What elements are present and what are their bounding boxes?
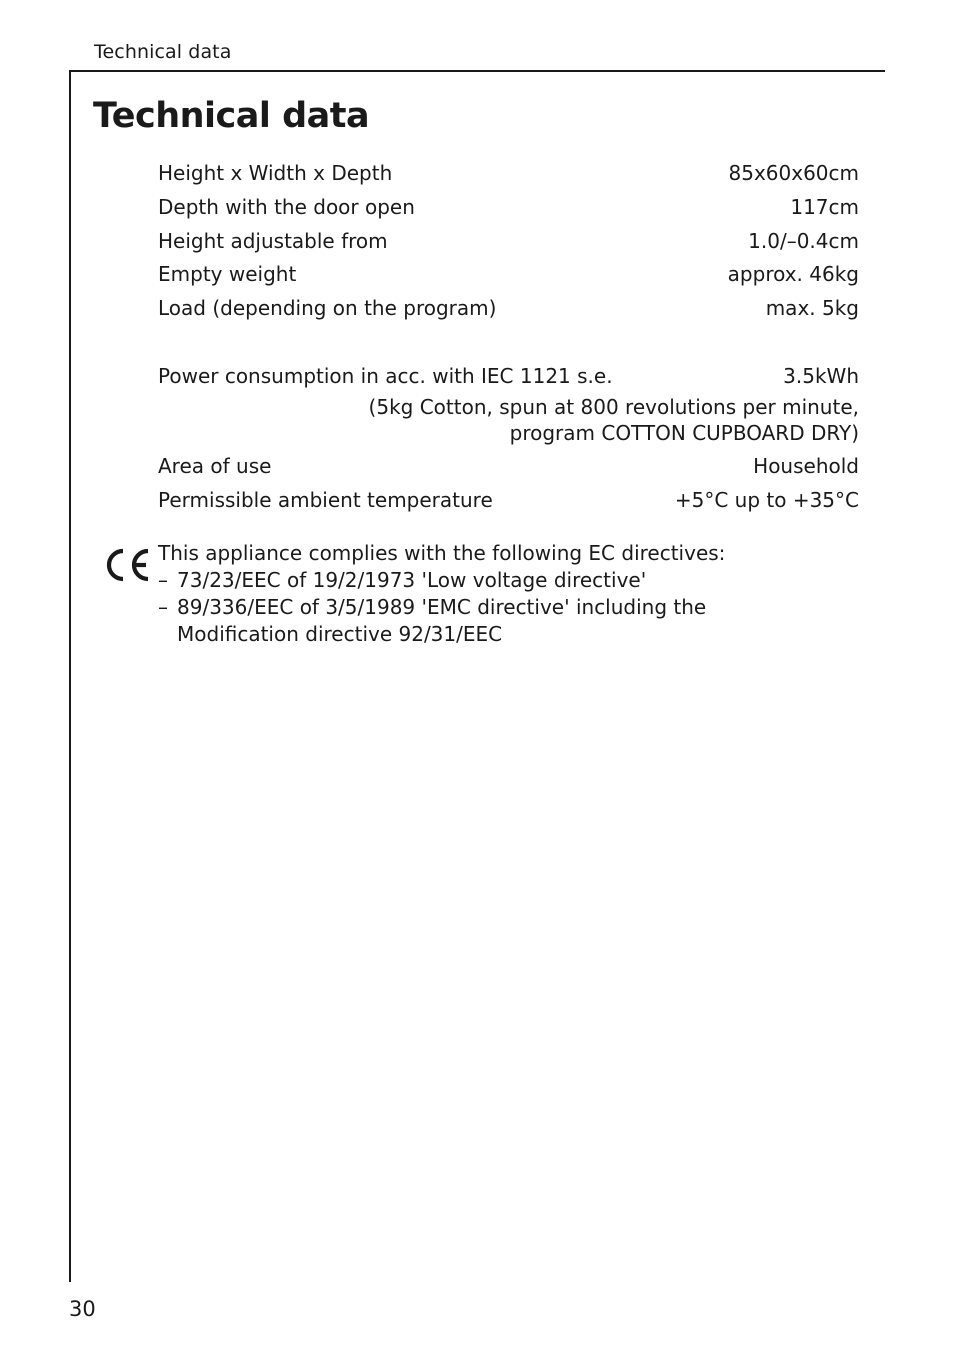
spec-label: Height adjustable from	[158, 228, 388, 253]
spec-label: Power consumption in acc. with IEC 1121 s.e.	[158, 364, 613, 388]
power-note	[158, 394, 859, 451]
spec-row-area-of-use	[158, 451, 859, 485]
margin-rule	[69, 70, 71, 1282]
directive-text: 89/336/EEC of 3/5/1989 'EMC directive' including the	[177, 595, 707, 619]
spec-value: Household	[753, 453, 859, 478]
page-number: 30	[69, 1297, 96, 1321]
power-note-line: program COTTON CUPBOARD DRY)	[509, 421, 859, 446]
spec-row-load	[158, 293, 859, 327]
power-note-line: (5kg Cotton, spun at 800 revolutions per minute,	[368, 394, 859, 419]
spec-label: Depth with the door open	[158, 194, 415, 219]
spec-value: 1.0/–0.4cm	[748, 228, 859, 253]
spec-row-height-adjustable	[158, 226, 859, 260]
list-dash: –	[158, 568, 168, 592]
spec-value: approx. 46kg	[727, 262, 859, 287]
dimensions-table	[158, 158, 859, 327]
spec-row-height-width-depth	[158, 158, 859, 192]
spec-row-ambient-temperature	[158, 485, 859, 519]
ec-directives	[158, 540, 858, 648]
spec-label: Permissible ambient temperature	[158, 487, 493, 512]
directive-item	[158, 567, 858, 594]
ce-mark-icon	[102, 544, 152, 586]
spec-value: 117cm	[790, 194, 859, 219]
directive-item	[158, 594, 858, 621]
directive-text: 73/23/EEC of 19/2/1973 'Low voltage directive'	[177, 568, 647, 592]
spec-label: Load (depending on the program)	[158, 296, 497, 321]
header-rule	[69, 70, 885, 72]
directive-text: Modification directive 92/31/EEC	[177, 622, 503, 646]
spec-label: Empty weight	[158, 262, 297, 287]
list-dash	[158, 621, 177, 648]
spec-value: 85x60x60cm	[728, 161, 859, 185]
directives-intro: This appliance complies with the following EC directives:	[158, 541, 726, 565]
operating-data-table	[158, 361, 859, 518]
page-title: Technical data	[93, 96, 370, 136]
directive-item-continuation	[158, 621, 858, 648]
spec-row-power-consumption	[158, 361, 859, 395]
list-dash: –	[158, 595, 168, 619]
spec-value: 3.5kWh	[783, 364, 859, 388]
spec-value: +5°C up to +35°C	[674, 487, 859, 512]
spec-row-empty-weight	[158, 259, 859, 293]
running-header: Technical data	[94, 41, 232, 63]
spec-label: Height x Width x Depth	[158, 161, 393, 185]
spec-label: Area of use	[158, 453, 272, 478]
spec-row-depth-door-open	[158, 192, 859, 226]
spec-value: max. 5kg	[765, 296, 859, 321]
